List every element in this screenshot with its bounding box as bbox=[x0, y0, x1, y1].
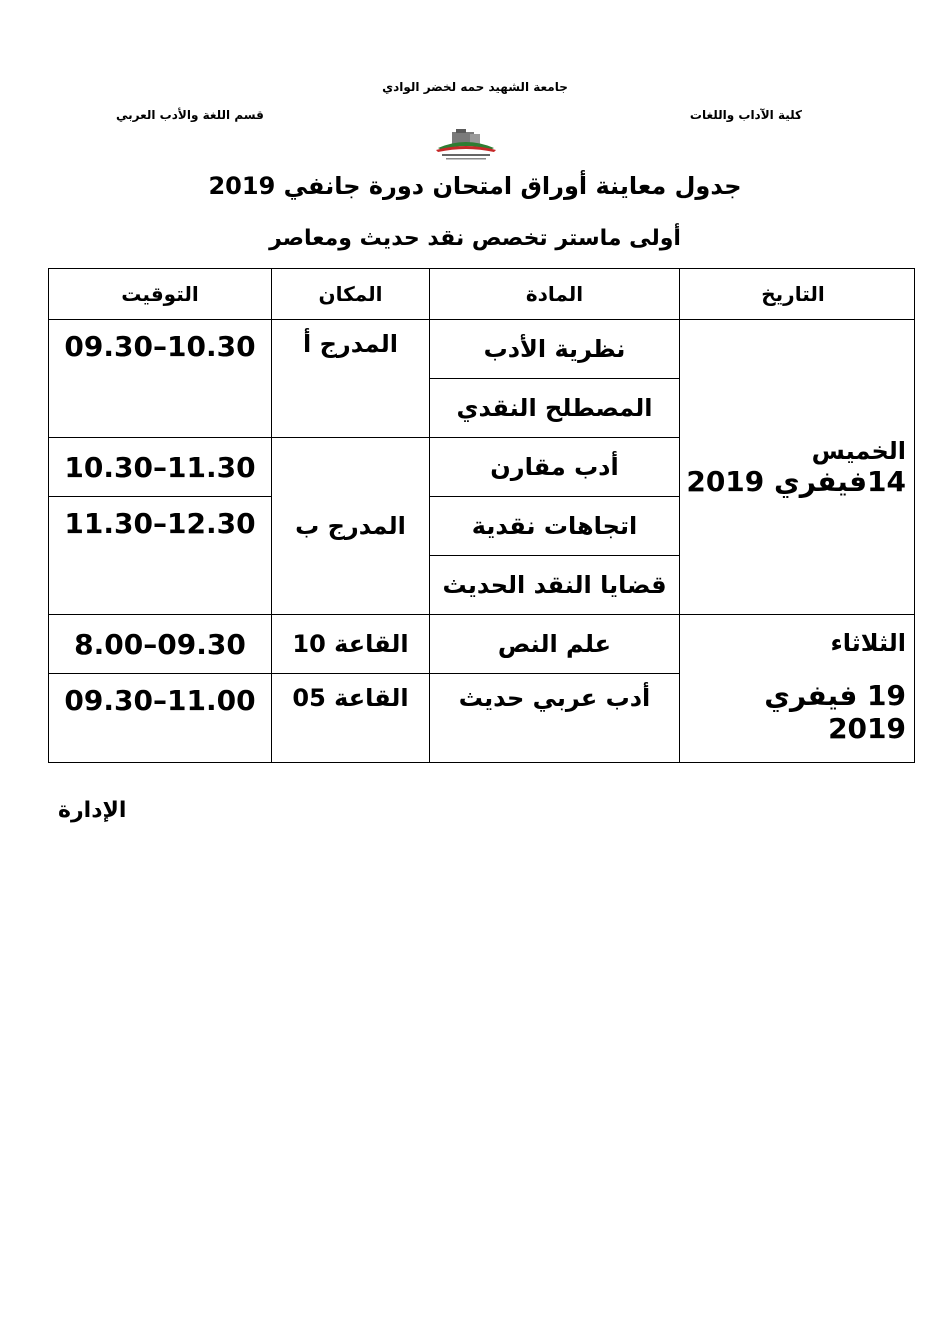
page-subtitle: أولى ماستر تخصص نقد حديث ومعاصر bbox=[269, 226, 681, 251]
time-cell: 11.00–09.30 bbox=[49, 674, 272, 763]
header-place: المكان bbox=[272, 269, 430, 320]
header-date: التاريخ bbox=[680, 269, 915, 320]
exam-schedule-table bbox=[48, 268, 915, 763]
place-cell: المدرج أ bbox=[272, 320, 430, 438]
subject-cell: قضايا النقد الحديث bbox=[430, 556, 680, 615]
faculty-name: كلية الآداب واللغات bbox=[689, 108, 802, 122]
header-time: التوقيت bbox=[49, 269, 272, 320]
time-cell: 09.30–8.00 bbox=[49, 615, 272, 674]
department-name: قسم اللغة والأدب العربي bbox=[116, 108, 264, 122]
place-cell: القاعة 10 bbox=[272, 615, 430, 674]
subject-cell: نظرية الأدب bbox=[430, 320, 680, 379]
subject-cell: أدب عربي حديث bbox=[430, 674, 680, 763]
place-cell: القاعة 05 bbox=[272, 674, 430, 763]
subject-cell: اتجاهات نقدية bbox=[430, 497, 680, 556]
date-value: 14فيفري 2019 bbox=[686, 464, 906, 498]
time-cell: 12.30–11.30 bbox=[49, 497, 272, 615]
subject-cell: المصطلح النقدي bbox=[430, 379, 680, 438]
date-cell-day2 bbox=[680, 615, 915, 763]
page-title: جدول معاينة أوراق امتحان دورة جانفي 2019 bbox=[208, 172, 742, 200]
subject-cell: علم النص bbox=[430, 615, 680, 674]
time-cell: 11.30–10.30 bbox=[49, 438, 272, 497]
table-header-row bbox=[49, 269, 915, 320]
date-value: 19 فيفري 2019 bbox=[764, 679, 906, 745]
day-name: الخميس bbox=[811, 436, 906, 465]
table-row bbox=[49, 615, 915, 674]
subject-cell: أدب مقارن bbox=[430, 438, 680, 497]
header-subject: المادة bbox=[430, 269, 680, 320]
place-cell: المدرج ب bbox=[272, 438, 430, 615]
day-name: الثلاثاء bbox=[830, 629, 906, 657]
table-row bbox=[49, 320, 915, 379]
university-logo bbox=[430, 128, 502, 162]
signature-administration: الإدارة bbox=[58, 798, 127, 823]
time-cell: 10.30–09.30 bbox=[49, 320, 272, 438]
date-cell-day1 bbox=[680, 320, 915, 615]
university-name: جامعة الشهيد حمه لخضر الوادي bbox=[382, 80, 568, 94]
